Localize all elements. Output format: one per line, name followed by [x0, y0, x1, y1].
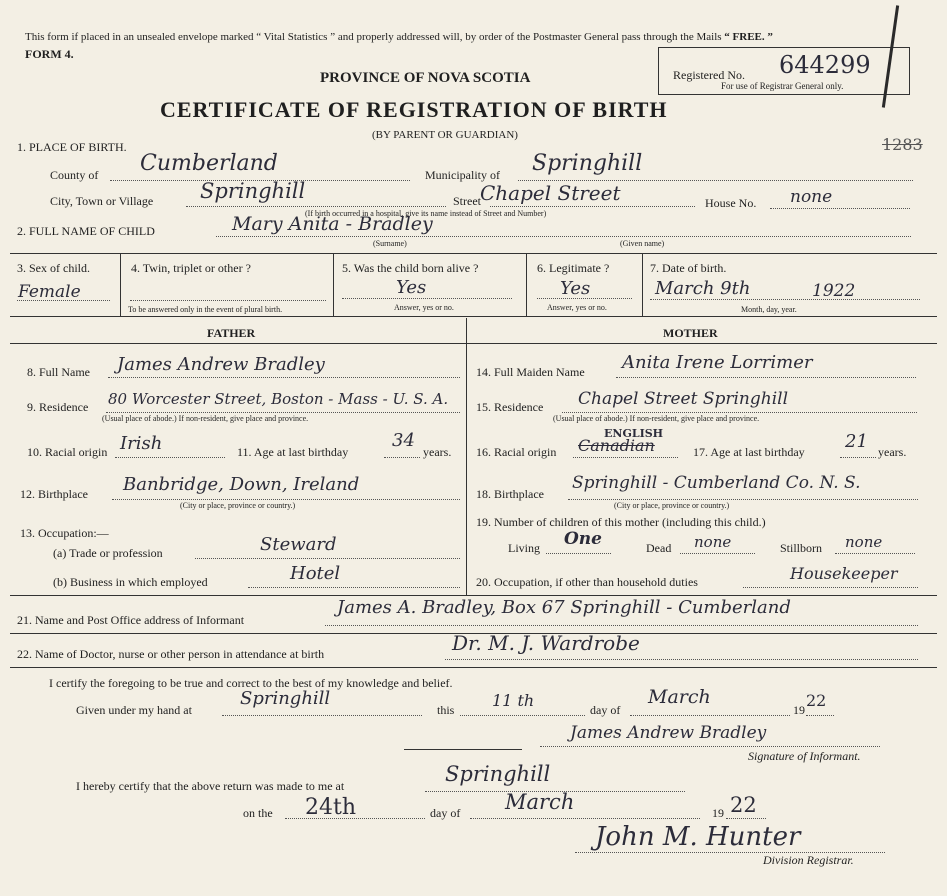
mother-name-value: Anita Irene Lorrimer [622, 352, 813, 373]
informant-value: James A. Bradley, Box 67 Springhill - Cumberland [337, 597, 791, 618]
certify-statement: I certify the foregoing to be true and correct to the best of my knowledge and belief. [49, 676, 453, 690]
signature-line [540, 746, 880, 747]
father-name-line [108, 377, 460, 378]
mother-name-label: 14. Full Maiden Name [476, 365, 585, 379]
mother-origin-correction: ENGLISH [604, 427, 664, 440]
day-line [460, 715, 585, 716]
father-residence-label: 9. Residence [27, 400, 89, 414]
year-line [806, 715, 834, 716]
trade-value: Steward [260, 534, 337, 555]
date-year: 1922 [812, 281, 856, 301]
child-name-line [216, 236, 911, 237]
twin-note: To be answered only in the event of plural birth. [128, 305, 283, 314]
registrar-month: March [505, 790, 575, 814]
heading-rule [10, 343, 937, 344]
father-name-label: 8. Full Name [27, 365, 90, 379]
signature-label: Signature of Informant. [748, 749, 861, 763]
informant-signature: James Andrew Bradley [570, 723, 767, 743]
dead-line [680, 553, 755, 554]
mother-occupation-value: Housekeeper [790, 564, 898, 583]
business-line [248, 587, 460, 588]
mother-birthplace-value: Springhill - Cumberland Co. N. S. [572, 473, 861, 493]
registrar-title: Division Registrar. [763, 853, 854, 867]
father-origin-value: Irish [120, 433, 163, 454]
form-label: FORM 4. [25, 47, 74, 61]
date-line [650, 299, 920, 300]
legitimate-value: Yes [560, 278, 591, 299]
mother-age-line [840, 457, 876, 458]
father-age-value: 34 [392, 430, 415, 451]
given-label: Given under my hand at [76, 703, 192, 717]
stillborn-value: none [845, 533, 883, 551]
registrar-year-prefix: 19 [712, 806, 724, 820]
mother-heading: MOTHER [663, 326, 718, 340]
doctor-label: 22. Name of Doctor, nurse or other person in attendance at birth [17, 647, 325, 661]
place-section-label: 1. PLACE OF BIRTH. [17, 140, 127, 154]
doctor-value: Dr. M. J. Wardrobe [452, 631, 640, 655]
city-line [186, 206, 446, 207]
registered-number: 644299 [779, 51, 871, 79]
mother-birthplace-label: 18. Birthplace [476, 487, 544, 501]
province-heading: PROVINCE OF NOVA SCOTIA [320, 70, 531, 86]
father-origin-line [115, 457, 225, 458]
child-name-label: 2. FULL NAME OF CHILD [17, 224, 155, 238]
date-note: Month, day, year. [741, 305, 797, 314]
twin-line [130, 300, 326, 301]
business-value: Hotel [290, 563, 341, 584]
doctor-line [445, 659, 918, 660]
mother-origin-label: 16. Racial origin [476, 445, 557, 459]
short-rule [404, 749, 522, 750]
date-value: March 9th [655, 278, 751, 299]
informant-label: 21. Name and Post Office address of Informant [17, 613, 245, 627]
mother-residence-value: Chapel Street Springhill [578, 389, 789, 409]
registered-note: For use of Registrar General only. [721, 81, 844, 91]
house-value: none [790, 187, 833, 207]
certificate-title: CERTIFICATE OF REGISTRATION OF BIRTH [160, 97, 668, 122]
father-birthplace-value: Banbridge, Down, Ireland [123, 474, 360, 495]
occupation-label: 13. Occupation:— [20, 526, 109, 540]
given-line [222, 715, 422, 716]
free-label: “ FREE. ” [724, 31, 773, 43]
county-label: County of [50, 168, 99, 182]
dayof-label: day of [590, 703, 621, 717]
mother-origin-value: Canadian [578, 436, 655, 455]
mother-years-label: years. [878, 445, 907, 459]
father-residence-line [106, 412, 460, 413]
street-line [490, 206, 695, 207]
registrar-statement: I hereby certify that the above return was made to me at [76, 779, 345, 793]
informant-line [325, 625, 918, 626]
living-value: One [564, 529, 602, 549]
father-age-label: 11. Age at last birthday [237, 445, 349, 459]
given-name-note: (Given name) [620, 239, 665, 248]
alive-label: 5. Was the child born alive ? [342, 261, 479, 275]
business-label: (b) Business in which employed [53, 575, 208, 589]
legitimate-line [537, 298, 632, 299]
registrar-month-line [470, 818, 700, 819]
father-age-line [384, 457, 420, 458]
surname-note: (Surname) [373, 239, 407, 248]
month-line [630, 715, 790, 716]
registrar-day: 24th [305, 795, 357, 820]
boxes-top-rule [10, 253, 937, 254]
sex-value: Female [18, 282, 81, 302]
father-residence-note: (Usual place of abode.) If non-resident, give place and province. [102, 414, 309, 423]
house-label: House No. [705, 196, 757, 210]
mother-occupation-line [743, 587, 918, 588]
mother-residence-line [562, 412, 917, 413]
year-prefix: 19 [793, 703, 805, 717]
this-label: this [437, 703, 455, 717]
father-heading: FATHER [207, 326, 256, 340]
street-label: Street [453, 194, 481, 208]
father-residence-value: 80 Worcester Street, Boston - Mass - U. S. A. [108, 390, 449, 408]
father-birthplace-label: 12. Birthplace [20, 487, 88, 501]
registered-box [658, 47, 910, 95]
box-divider [333, 253, 334, 316]
municipality-value: Springhill [532, 151, 643, 176]
sex-label: 3. Sex of child. [17, 261, 90, 275]
certify-year: 22 [806, 691, 827, 710]
mother-birthplace-line [568, 499, 918, 500]
alive-line [342, 298, 512, 299]
sex-line [17, 300, 110, 301]
registered-label: Registered No. [673, 68, 745, 82]
twin-label: 4. Twin, triplet or other ? [131, 261, 251, 275]
legitimate-label: 6. Legitimate ? [537, 261, 610, 275]
stillborn-label: Stillborn [780, 541, 823, 555]
house-line [770, 208, 910, 209]
given-place: Springhill [240, 688, 331, 709]
mother-origin-line [573, 457, 678, 458]
mother-age-label: 17. Age at last birthday [693, 445, 805, 459]
registrar-year-line [726, 818, 766, 819]
child-name-value: Mary Anita - Bradley [232, 213, 433, 235]
mother-birthplace-note: (City or place, province or country.) [614, 501, 730, 510]
box-divider [526, 253, 527, 316]
certify-rule [10, 667, 937, 668]
parents-divider [466, 318, 467, 595]
registrar-signature: John M. Hunter [595, 822, 801, 852]
trade-line [195, 558, 460, 559]
mother-age-value: 21 [845, 431, 868, 452]
stillborn-line [835, 553, 915, 554]
registrar-year: 22 [730, 793, 757, 817]
father-origin-label: 10. Racial origin [27, 445, 108, 459]
hospital-note: (If birth occurred in a hospital, give its name instead of Street and Number) [305, 209, 547, 218]
dead-label: Dead [646, 541, 672, 555]
margin-number: 1283 [882, 135, 923, 154]
box-divider [120, 253, 121, 316]
city-label: City, Town or Village [50, 194, 154, 208]
certify-day: 11 th [492, 691, 535, 710]
trade-label: (a) Trade or profession [53, 546, 163, 560]
certify-month: March [648, 686, 711, 708]
father-name-value: James Andrew Bradley [117, 354, 325, 375]
city-value: Springhill [200, 179, 306, 203]
date-label: 7. Date of birth. [650, 261, 727, 275]
alive-note: Answer, yes or no. [394, 303, 454, 312]
street-value: Chapel Street [480, 181, 621, 205]
certificate-subtitle: (BY PARENT OR GUARDIAN) [372, 129, 518, 141]
mother-occupation-label: 20. Occupation, if other than household duties [476, 575, 698, 589]
children-label: 19. Number of children of this mother (including this child.) [476, 515, 766, 529]
living-label: Living [508, 541, 540, 555]
boxes-bottom-rule [10, 316, 937, 317]
on-label: on the [243, 806, 273, 820]
county-value: Cumberland [140, 151, 278, 176]
mother-residence-label: 15. Residence [476, 400, 544, 414]
living-line [546, 553, 611, 554]
registrar-dayof-label: day of [430, 806, 461, 820]
legitimate-note: Answer, yes or no. [547, 303, 607, 312]
box-divider [642, 253, 643, 316]
mother-residence-note: (Usual place of abode.) If non-resident, give place and province. [553, 414, 760, 423]
mother-name-line [616, 377, 916, 378]
dead-value: none [694, 533, 732, 551]
father-birthplace-note: (City or place, province or country.) [180, 501, 296, 510]
father-birthplace-line [112, 499, 460, 500]
mail-notice: This form if placed in an unsealed envelope marked “ Vital Statistics ” and properly addressed will, by order of the Postmaster General pass through the Mails “ FREE. ” [25, 31, 773, 43]
registrar-place: Springhill [445, 762, 551, 786]
informant-rule [10, 595, 937, 596]
father-years-label: years. [423, 445, 452, 459]
alive-value: Yes [396, 277, 427, 298]
municipality-label: Municipality of [425, 168, 500, 182]
